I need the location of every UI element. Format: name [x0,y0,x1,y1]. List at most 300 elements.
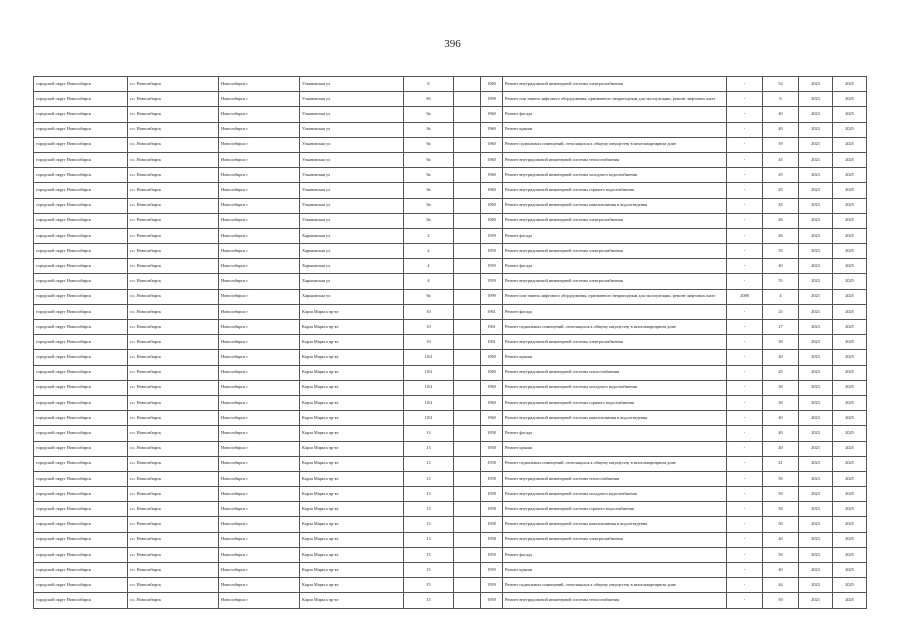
cell-building [454,228,481,243]
cell-end-year: 2025 [833,380,867,395]
cell-start-year: 2023 [799,471,833,486]
cell-work-type: Ремонт крыши [503,441,727,456]
cell-street: Ульяновская ул [300,107,404,122]
cell-building [454,380,481,395]
cell-year: 1999 [481,92,503,107]
cell-cost: 50 [763,593,799,608]
cell-city: Новосибирск г [219,365,300,380]
cell-city: Новосибирск г [219,532,300,547]
cell-district: городской округ Новосибирск [34,456,128,471]
cell-settlement: г.о. Новосибирск [128,532,219,547]
cell-work-type: Ремонт внутридомовой инженерной системы теплоснабжения [503,593,727,608]
cell-year: 1960 [481,168,503,183]
cell-year: 1959 [481,593,503,608]
cell-end-year: 2025 [833,183,867,198]
cell-house: 2 [404,228,454,243]
cell-house: 8а [404,168,454,183]
table-row [34,426,867,441]
cell-year: 1959 [481,228,503,243]
cell-work-type: Ремонт фасада [503,547,727,562]
cell-street: Ульяновская ул [300,77,404,92]
cell-start-year: 2023 [799,502,833,517]
cell-work-type: Ремонт фасада [503,228,727,243]
cell-end-year: 2025 [833,593,867,608]
table-row [34,77,867,92]
cell-area: - [727,350,763,365]
cell-end-year: 2025 [833,517,867,532]
cell-end-year: 2025 [833,107,867,122]
cell-work-type: Ремонт подвальных помещений, относящихся к общему имуществу в многоквартирном доме [503,456,727,471]
cell-year: 1960 [481,350,503,365]
table-row [34,350,867,365]
cell-area: - [727,380,763,395]
cell-district: городской округ Новосибирск [34,517,128,532]
cell-street: Ульяновская ул [300,183,404,198]
cell-settlement: г.о. Новосибирск [128,122,219,137]
cell-building [454,183,481,198]
cell-cost: 40 [763,259,799,274]
cell-house: 10 [404,304,454,319]
cell-year: 1959 [481,547,503,562]
cell-year: 1958 [481,426,503,441]
cell-year: 1999 [481,289,503,304]
cell-settlement: г.о. Новосибирск [128,320,219,335]
cell-cost: 46 [763,213,799,228]
cell-street: Ульяновская ул [300,137,404,152]
cell-end-year: 2025 [833,350,867,365]
cell-cost: 50 [763,517,799,532]
cell-house: 10 [404,335,454,350]
cell-cost: 55 [763,244,799,259]
cell-settlement: г.о. Новосибирск [128,471,219,486]
cell-street: Ульяновская ул [300,92,404,107]
cell-city: Новосибирск г [219,320,300,335]
cell-settlement: г.о. Новосибирск [128,456,219,471]
cell-year: 1959 [481,259,503,274]
cell-start-year: 2023 [799,380,833,395]
cell-cost: 50 [763,471,799,486]
cell-end-year: 2025 [833,441,867,456]
table-row [34,244,867,259]
cell-start-year: 2023 [799,92,833,107]
cell-city: Новосибирск г [219,289,300,304]
cell-city: Новосибирск г [219,517,300,532]
cell-building [454,335,481,350]
cell-district: городской округ Новосибирск [34,335,128,350]
cell-house: 4 [404,259,454,274]
cell-street: Харьковская ул [300,244,404,259]
cell-building [454,593,481,608]
cell-area: - [727,228,763,243]
cell-cost: 40 [763,107,799,122]
cell-year: 1958 [481,441,503,456]
cell-house: 10/2 [404,411,454,426]
cell-district: городской округ Новосибирск [34,411,128,426]
cell-city: Новосибирск г [219,92,300,107]
cell-district: городской округ Новосибирск [34,289,128,304]
cell-district: городской округ Новосибирск [34,365,128,380]
cell-house: 8а [404,289,454,304]
cell-area: - [727,183,763,198]
cell-settlement: г.о. Новосибирск [128,487,219,502]
cell-city: Новосибирск г [219,563,300,578]
cell-house: 13 [404,502,454,517]
table-row [34,487,867,502]
cell-district: городской округ Новосибирск [34,168,128,183]
cell-year: 1958 [481,517,503,532]
cell-settlement: г.о. Новосибирск [128,578,219,593]
cell-city: Новосибирск г [219,593,300,608]
cell-start-year: 2023 [799,77,833,92]
cell-city: Новосибирск г [219,304,300,319]
cell-district: городской округ Новосибирск [34,274,128,289]
cell-year: 1959 [481,578,503,593]
cell-area: - [727,244,763,259]
cell-start-year: 2023 [799,152,833,167]
cell-cost: 55 [763,274,799,289]
cell-street: Ульяновская ул [300,198,404,213]
cell-district: городской округ Новосибирск [34,426,128,441]
cell-building [454,259,481,274]
cell-settlement: г.о. Новосибирск [128,152,219,167]
cell-work-type: Ремонт внутридомовой инженерной системы электроснабжения [503,213,727,228]
table-row [34,137,867,152]
cell-end-year: 2025 [833,547,867,562]
cell-city: Новосибирск г [219,547,300,562]
cell-area: - [727,320,763,335]
cell-building [454,152,481,167]
cell-building [454,274,481,289]
cell-year: 1959 [481,274,503,289]
cell-settlement: г.о. Новосибирск [128,380,219,395]
cell-year: 1961 [481,335,503,350]
cell-cost: 40 [763,532,799,547]
cell-start-year: 2023 [799,244,833,259]
cell-year: 1958 [481,471,503,486]
cell-cost: 45 [763,365,799,380]
cell-district: городской округ Новосибирск [34,228,128,243]
cell-house: 13 [404,441,454,456]
cell-work-type: Ремонт внутридомовой инженерной системы холодного водоснабжения [503,168,727,183]
cell-settlement: г.о. Новосибирск [128,244,219,259]
cell-start-year: 2023 [799,335,833,350]
cell-building [454,578,481,593]
cell-building [454,456,481,471]
cell-end-year: 2025 [833,137,867,152]
cell-settlement: г.о. Новосибирск [128,335,219,350]
cell-area: - [727,547,763,562]
cell-house: 13 [404,532,454,547]
cell-district: городской округ Новосибирск [34,137,128,152]
cell-end-year: 2025 [833,213,867,228]
cell-building [454,350,481,365]
cell-cost: 50 [763,502,799,517]
cell-year: 1960 [481,395,503,410]
cell-building [454,289,481,304]
cell-settlement: г.о. Новосибирск [128,198,219,213]
cell-start-year: 2023 [799,289,833,304]
cell-building [454,304,481,319]
cell-cost: 30 [763,335,799,350]
cell-start-year: 2023 [799,578,833,593]
cell-house: 10/2 [404,380,454,395]
cell-settlement: г.о. Новосибирск [128,289,219,304]
cell-year: 1960 [481,183,503,198]
cell-house: 10/2 [404,395,454,410]
cell-start-year: 2023 [799,107,833,122]
cell-building [454,426,481,441]
cell-building [454,213,481,228]
cell-cost: 27 [763,320,799,335]
cell-city: Новосибирск г [219,122,300,137]
cell-building [454,517,481,532]
cell-city: Новосибирск г [219,380,300,395]
cell-cost: 6 [763,92,799,107]
cell-building [454,168,481,183]
table-row [34,532,867,547]
cell-house: 15 [404,578,454,593]
cell-settlement: г.о. Новосибирск [128,92,219,107]
cell-year: 1959 [481,563,503,578]
cell-end-year: 2025 [833,198,867,213]
cell-street: Ульяновская ул [300,213,404,228]
cell-city: Новосибирск г [219,259,300,274]
cell-district: городской округ Новосибирск [34,259,128,274]
cell-work-type: Ремонт внутридомовой инженерной системы холодного водоснабжения [503,487,727,502]
cell-street: Карла Маркса пр-кт [300,411,404,426]
table-row [34,471,867,486]
cell-street: Карла Маркса пр-кт [300,578,404,593]
cell-area: - [727,122,763,137]
cell-year: 1961 [481,320,503,335]
cell-cost: 44 [763,578,799,593]
cell-end-year: 2025 [833,168,867,183]
cell-settlement: г.о. Новосибирск [128,547,219,562]
cell-settlement: г.о. Новосибирск [128,183,219,198]
table-row [34,152,867,167]
cell-city: Новосибирск г [219,152,300,167]
cell-year: 1960 [481,122,503,137]
cell-cost: 50 [763,487,799,502]
cell-cost: 40 [763,122,799,137]
cell-district: городской округ Новосибирск [34,578,128,593]
cell-end-year: 2025 [833,411,867,426]
cell-year: 1960 [481,77,503,92]
cell-cost: 40 [763,563,799,578]
cell-year: 1960 [481,213,503,228]
cell-end-year: 2025 [833,335,867,350]
cell-area: - [727,274,763,289]
cell-city: Новосибирск г [219,137,300,152]
cell-district: городской округ Новосибирск [34,502,128,517]
cell-house: 10 [404,320,454,335]
table-row [34,411,867,426]
cell-year: 1960 [481,198,503,213]
cell-settlement: г.о. Новосибирск [128,502,219,517]
cell-area: - [727,304,763,319]
cell-area: - [727,532,763,547]
cell-area: - [727,593,763,608]
cell-district: городской округ Новосибирск [34,350,128,365]
cell-building [454,471,481,486]
cell-end-year: 2025 [833,92,867,107]
cell-end-year: 2025 [833,471,867,486]
cell-start-year: 2023 [799,532,833,547]
cell-settlement: г.о. Новосибирск [128,77,219,92]
cell-end-year: 2025 [833,152,867,167]
cell-building [454,137,481,152]
cell-street: Харьковская ул [300,274,404,289]
table-row [34,380,867,395]
cell-settlement: г.о. Новосибирск [128,304,219,319]
cell-area: - [727,426,763,441]
cell-year: 1958 [481,456,503,471]
cell-end-year: 2025 [833,259,867,274]
cell-city: Новосибирск г [219,411,300,426]
cell-street: Харьковская ул [300,289,404,304]
cell-cost: 45 [763,152,799,167]
cell-street: Карла Маркса пр-кт [300,502,404,517]
cell-house: 8а [404,213,454,228]
cell-area: - [727,335,763,350]
table-row [34,92,867,107]
cell-start-year: 2023 [799,593,833,608]
cell-area: - [727,395,763,410]
table-row [34,395,867,410]
cell-year: 1960 [481,411,503,426]
cell-building [454,365,481,380]
cell-house: 8 [404,77,454,92]
table-row [34,365,867,380]
cell-settlement: г.о. Новосибирск [128,228,219,243]
cell-start-year: 2023 [799,137,833,152]
cell-end-year: 2025 [833,426,867,441]
table-row [34,228,867,243]
cell-area: - [727,578,763,593]
cell-district: городской округ Новосибирск [34,380,128,395]
cell-settlement: г.о. Новосибирск [128,593,219,608]
cell-year: 1959 [481,244,503,259]
cell-street: Карла Маркса пр-кт [300,563,404,578]
cell-city: Новосибирск г [219,395,300,410]
cell-cost: 50 [763,547,799,562]
cell-work-type: Ремонт внутридомовой инженерной системы горячего водоснабжения [503,395,727,410]
cell-district: городской округ Новосибирск [34,593,128,608]
cell-area: - [727,441,763,456]
cell-city: Новосибирск г [219,168,300,183]
cell-end-year: 2025 [833,320,867,335]
cell-start-year: 2023 [799,274,833,289]
cell-house: 8а [404,198,454,213]
cell-city: Новосибирск г [219,77,300,92]
cell-city: Новосибирск г [219,487,300,502]
cell-district: городской округ Новосибирск [34,183,128,198]
page-number: 396 [444,38,461,50]
cell-street: Карла Маркса пр-кт [300,350,404,365]
cell-area: - [727,107,763,122]
cell-work-type: Ремонт внутридомовой инженерной системы теплоснабжения [503,365,727,380]
cell-house: 8а [404,183,454,198]
cell-start-year: 2023 [799,456,833,471]
cell-cost: 39 [763,137,799,152]
cell-cost: 40 [763,426,799,441]
cell-district: городской округ Новосибирск [34,471,128,486]
cell-work-type: Ремонт внутридомовой инженерной системы электроснабжения [503,335,727,350]
cell-end-year: 2025 [833,532,867,547]
cell-district: городской округ Новосибирск [34,563,128,578]
cell-house: 13 [404,456,454,471]
cell-building [454,547,481,562]
cell-house: 13 [404,471,454,486]
cell-district: городской округ Новосибирск [34,244,128,259]
cell-work-type: Ремонт внутридомовой инженерной системы электроснабжения [503,77,727,92]
cell-work-type: Ремонт внутридомовой инженерной системы электроснабжения [503,274,727,289]
cell-area: - [727,502,763,517]
cell-settlement: г.о. Новосибирск [128,395,219,410]
cell-house: 10/2 [404,365,454,380]
cell-house: 13 [404,517,454,532]
cell-street: Ульяновская ул [300,168,404,183]
cell-city: Новосибирск г [219,335,300,350]
cell-district: городской округ Новосибирск [34,532,128,547]
cell-area: - [727,92,763,107]
cell-area: - [727,168,763,183]
cell-street: Карла Маркса пр-кт [300,471,404,486]
cell-city: Новосибирск г [219,198,300,213]
cell-cost: 46 [763,228,799,243]
cell-end-year: 2025 [833,122,867,137]
cell-street: Карла Маркса пр-кт [300,547,404,562]
cell-street: Карла Маркса пр-кт [300,532,404,547]
cell-house: 4 [404,274,454,289]
cell-district: городской округ Новосибирск [34,122,128,137]
cell-start-year: 2023 [799,350,833,365]
cell-area: - [727,152,763,167]
cell-start-year: 2023 [799,122,833,137]
cell-start-year: 2023 [799,487,833,502]
table-row [34,289,867,304]
cell-area: - [727,471,763,486]
cell-work-type: Ремонт крыши [503,122,727,137]
cell-start-year: 2023 [799,441,833,456]
cell-street: Карла Маркса пр-кт [300,517,404,532]
cell-house: 13 [404,426,454,441]
cell-district: городской округ Новосибирск [34,487,128,502]
cell-end-year: 2025 [833,77,867,92]
cell-settlement: г.о. Новосибирск [128,517,219,532]
cell-street: Карла Маркса пр-кт [300,487,404,502]
table-row [34,563,867,578]
cell-street: Карла Маркса пр-кт [300,593,404,608]
cell-district: городской округ Новосибирск [34,77,128,92]
cell-street: Карла Маркса пр-кт [300,320,404,335]
cell-area: - [727,365,763,380]
cell-work-type: Ремонт или замена лифтового оборудования, признанного непригодным для эксплуатации, ремонт лифтовых шахт [503,92,727,107]
cell-city: Новосибирск г [219,426,300,441]
cell-house: 8а [404,152,454,167]
cell-area: - [727,456,763,471]
cell-work-type: Ремонт внутридомовой инженерной системы горячего водоснабжения [503,502,727,517]
cell-year: 1960 [481,365,503,380]
cell-year: 1961 [481,304,503,319]
table-row [34,274,867,289]
cell-cost: 40 [763,350,799,365]
table-row [34,198,867,213]
cell-settlement: г.о. Новосибирск [128,107,219,122]
table-row [34,320,867,335]
cell-start-year: 2023 [799,517,833,532]
cell-building [454,198,481,213]
